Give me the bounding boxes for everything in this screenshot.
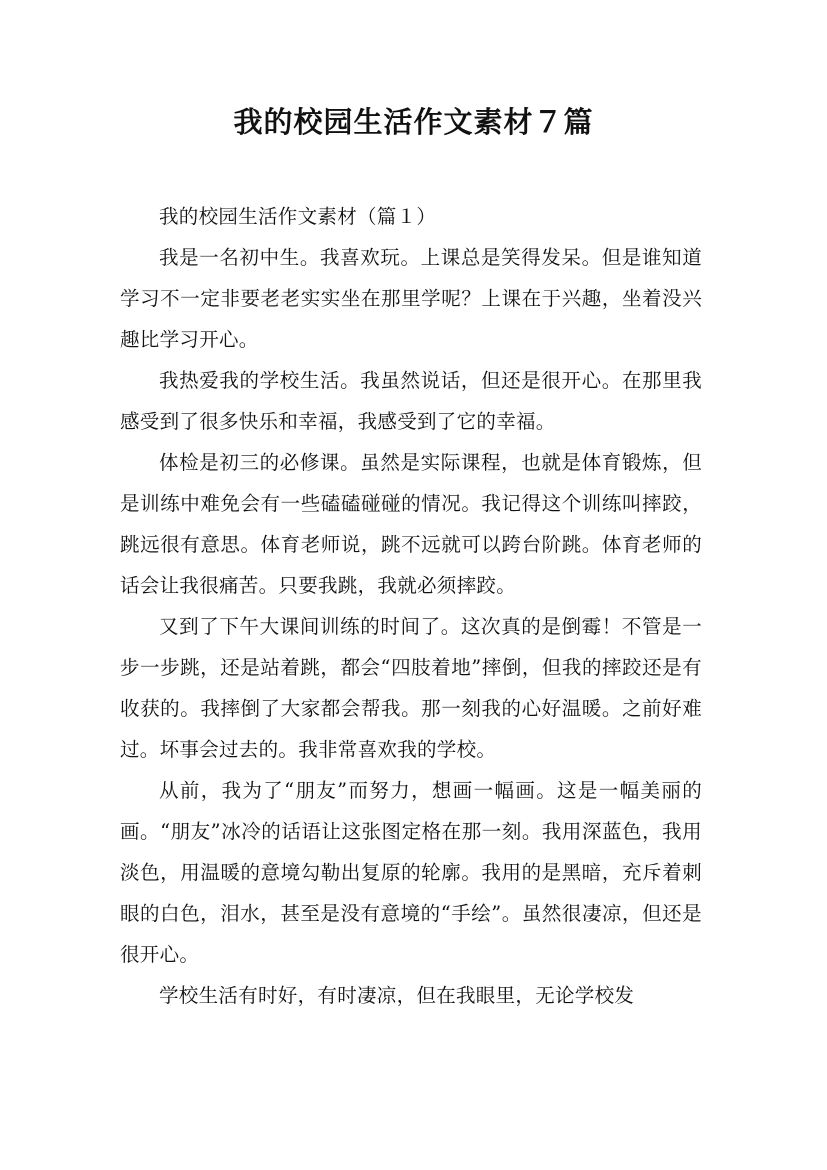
document-title: 我的校园生活作文素材７篇 [233,105,594,139]
paragraph: 学校生活有时好，有时凄凉，但在我眼里，无论学校发 [159,984,635,1007]
paragraph: 体检是初三的必修课。虽然是实际课程，也就是体育锻炼，但是训练中难免会有一些磕磕碰碰的情况。我记得这个训练叫摔跤，跳远很有意思。体育老师说，跳不远就可以跨台阶跳。体育老师的话会让我很痛苦。只要我跳，我就必须摔跤。 [120,451,702,597]
document-body [120,196,702,1016]
paragraph: 我是一名初中生。我喜欢玩。上课总是笑得发呆。但是谁知道学习不一定非要老老实实坐在那里学呢？上课在于兴趣，坐着没兴趣比学习开心。 [120,246,702,351]
paragraph: 从前，我为了“朋友”而努力，想画一幅画。这是一幅美丽的画。“朋友”冰冷的话语让这张图定格在那一刻。我用深蓝色，我用淡色，用温暖的意境勾勒出复原的轮廓。我用的是黑暗，充斥着刺眼的白色，泪水，甚至是没有意境的“手绘”。虽然很凄凉，但还是很开心。 [120,779,702,966]
section-heading: 我的校园生活作文素材（篇１） [159,205,437,228]
paragraph: 我热爱我的学校生活。我虽然说话，但还是很开心。在那里我感受到了很多快乐和幸福，我感受到了它的幸福。 [120,369,702,433]
paragraph: 又到了下午大课间训练的时间了。这次真的是倒霉！不管是一步一步跳，还是站着跳，都会“四肢着地”摔倒，但我的摔跤还是有收获的。我摔倒了大家都会帮我。那一刻我的心好温暖。之前好难过。坏事会过去的。我非常喜欢我的学校。 [120,615,702,761]
